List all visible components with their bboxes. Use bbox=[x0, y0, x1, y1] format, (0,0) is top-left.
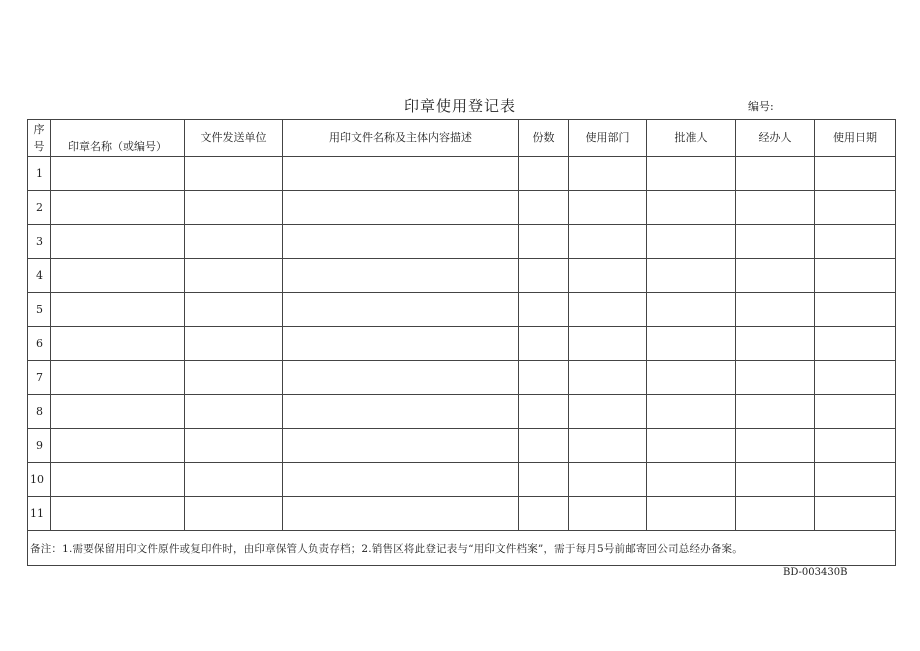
table-row bbox=[28, 463, 896, 497]
seal-name-cell[interactable] bbox=[51, 463, 185, 497]
date-cell[interactable] bbox=[815, 225, 896, 259]
issuing-unit-cell[interactable] bbox=[185, 225, 283, 259]
seal-name-cell[interactable] bbox=[51, 327, 185, 361]
seal-name-cell[interactable] bbox=[51, 361, 185, 395]
document-code: BD-003430B bbox=[783, 567, 848, 578]
department-cell[interactable] bbox=[569, 191, 647, 225]
copies-cell[interactable] bbox=[519, 429, 569, 463]
department-cell[interactable] bbox=[569, 361, 647, 395]
date-cell[interactable] bbox=[815, 327, 896, 361]
row-number: 8 bbox=[28, 395, 51, 429]
department-cell[interactable] bbox=[569, 429, 647, 463]
copies-cell[interactable] bbox=[519, 225, 569, 259]
approver-cell[interactable] bbox=[647, 327, 736, 361]
seal-name-cell[interactable] bbox=[51, 225, 185, 259]
seal-name-cell[interactable] bbox=[51, 191, 185, 225]
copies-cell[interactable] bbox=[519, 327, 569, 361]
doc-description-cell[interactable] bbox=[283, 157, 519, 191]
department-cell[interactable] bbox=[569, 259, 647, 293]
handler-cell[interactable] bbox=[736, 157, 815, 191]
seal-name-cell[interactable] bbox=[51, 429, 185, 463]
issuing-unit-cell[interactable] bbox=[185, 463, 283, 497]
department-cell[interactable] bbox=[569, 327, 647, 361]
doc-description-cell[interactable] bbox=[283, 259, 519, 293]
seal-name-cell[interactable] bbox=[51, 157, 185, 191]
header-doc-description: 用印文件名称及主体内容描述 bbox=[283, 120, 519, 157]
form-number-label: 编号: bbox=[748, 100, 774, 113]
row-number: 1 bbox=[28, 157, 51, 191]
header-copies: 份数 bbox=[519, 120, 569, 157]
handler-cell[interactable] bbox=[736, 497, 815, 531]
approver-cell[interactable] bbox=[647, 395, 736, 429]
row-number: 4 bbox=[28, 259, 51, 293]
seal-name-cell[interactable] bbox=[51, 395, 185, 429]
doc-description-cell[interactable] bbox=[283, 225, 519, 259]
date-cell[interactable] bbox=[815, 497, 896, 531]
seal-usage-table bbox=[27, 119, 896, 566]
issuing-unit-cell[interactable] bbox=[185, 497, 283, 531]
table-row bbox=[28, 259, 896, 293]
seal-name-cell[interactable] bbox=[51, 293, 185, 327]
date-cell[interactable] bbox=[815, 259, 896, 293]
doc-description-cell[interactable] bbox=[283, 191, 519, 225]
header-date: 使用日期 bbox=[815, 120, 896, 157]
issuing-unit-cell[interactable] bbox=[185, 361, 283, 395]
handler-cell[interactable] bbox=[736, 191, 815, 225]
approver-cell[interactable] bbox=[647, 463, 736, 497]
approver-cell[interactable] bbox=[647, 259, 736, 293]
table-row bbox=[28, 157, 896, 191]
doc-description-cell[interactable] bbox=[283, 327, 519, 361]
approver-cell[interactable] bbox=[647, 157, 736, 191]
issuing-unit-cell[interactable] bbox=[185, 327, 283, 361]
department-cell[interactable] bbox=[569, 395, 647, 429]
issuing-unit-cell[interactable] bbox=[185, 157, 283, 191]
handler-cell[interactable] bbox=[736, 395, 815, 429]
table-row bbox=[28, 395, 896, 429]
note-text: 备注：1.需要保留用印文件原件或复印件时，由印章保管人负责存档；2.销售区将此登记表与“用印文件档案”，需于每月5号前邮寄回公司总经办备案。 bbox=[28, 531, 896, 566]
doc-description-cell[interactable] bbox=[283, 463, 519, 497]
table-row bbox=[28, 497, 896, 531]
issuing-unit-cell[interactable] bbox=[185, 429, 283, 463]
row-number: 3 bbox=[28, 225, 51, 259]
approver-cell[interactable] bbox=[647, 293, 736, 327]
copies-cell[interactable] bbox=[519, 463, 569, 497]
copies-cell[interactable] bbox=[519, 497, 569, 531]
table-row bbox=[28, 327, 896, 361]
copies-cell[interactable] bbox=[519, 191, 569, 225]
row-number: 9 bbox=[28, 429, 51, 463]
header-seal-name: 印章名称（或编号） bbox=[51, 120, 185, 157]
doc-description-cell[interactable] bbox=[283, 361, 519, 395]
department-cell[interactable] bbox=[569, 463, 647, 497]
department-cell[interactable] bbox=[569, 225, 647, 259]
table-header-row bbox=[28, 120, 896, 157]
header-seq bbox=[28, 120, 51, 157]
approver-cell[interactable] bbox=[647, 191, 736, 225]
department-cell[interactable] bbox=[569, 497, 647, 531]
handler-cell[interactable] bbox=[736, 259, 815, 293]
doc-description-cell[interactable] bbox=[283, 395, 519, 429]
header-handler: 经办人 bbox=[736, 120, 815, 157]
copies-cell[interactable] bbox=[519, 157, 569, 191]
header-approver: 批准人 bbox=[647, 120, 736, 157]
date-cell[interactable] bbox=[815, 429, 896, 463]
copies-cell[interactable] bbox=[519, 293, 569, 327]
table-row bbox=[28, 429, 896, 463]
handler-cell[interactable] bbox=[736, 429, 815, 463]
date-cell[interactable] bbox=[815, 463, 896, 497]
row-number: 10 bbox=[28, 463, 51, 497]
issuing-unit-cell[interactable] bbox=[185, 293, 283, 327]
row-number: 2 bbox=[28, 191, 51, 225]
date-cell[interactable] bbox=[815, 157, 896, 191]
handler-cell[interactable] bbox=[736, 293, 815, 327]
department-cell[interactable] bbox=[569, 157, 647, 191]
copies-cell[interactable] bbox=[519, 259, 569, 293]
row-number: 6 bbox=[28, 327, 51, 361]
doc-description-cell[interactable] bbox=[283, 497, 519, 531]
date-cell[interactable] bbox=[815, 191, 896, 225]
copies-cell[interactable] bbox=[519, 361, 569, 395]
row-number: 7 bbox=[28, 361, 51, 395]
department-cell[interactable] bbox=[569, 293, 647, 327]
row-number: 11 bbox=[28, 497, 51, 531]
header-seq-line2: 号 bbox=[33, 140, 45, 153]
header-seq-line1: 序 bbox=[33, 123, 45, 136]
table-row bbox=[28, 293, 896, 327]
date-cell[interactable] bbox=[815, 395, 896, 429]
table-row bbox=[28, 225, 896, 259]
table-row bbox=[28, 191, 896, 225]
seal-name-cell[interactable] bbox=[51, 259, 185, 293]
approver-cell[interactable] bbox=[647, 497, 736, 531]
header-issuing-unit: 文件发送单位 bbox=[185, 120, 283, 157]
table-row bbox=[28, 361, 896, 395]
note-row bbox=[28, 531, 896, 566]
handler-cell[interactable] bbox=[736, 361, 815, 395]
handler-cell[interactable] bbox=[736, 327, 815, 361]
date-cell[interactable] bbox=[815, 361, 896, 395]
doc-description-cell[interactable] bbox=[283, 293, 519, 327]
issuing-unit-cell[interactable] bbox=[185, 259, 283, 293]
form-title: 印章使用登记表 bbox=[403, 97, 516, 115]
approver-cell[interactable] bbox=[647, 429, 736, 463]
row-number: 5 bbox=[28, 293, 51, 327]
approver-cell[interactable] bbox=[647, 361, 736, 395]
approver-cell[interactable] bbox=[647, 225, 736, 259]
header-department: 使用部门 bbox=[569, 120, 647, 157]
copies-cell[interactable] bbox=[519, 395, 569, 429]
issuing-unit-cell[interactable] bbox=[185, 395, 283, 429]
seal-name-cell[interactable] bbox=[51, 497, 185, 531]
doc-description-cell[interactable] bbox=[283, 429, 519, 463]
handler-cell[interactable] bbox=[736, 225, 815, 259]
date-cell[interactable] bbox=[815, 293, 896, 327]
handler-cell[interactable] bbox=[736, 463, 815, 497]
issuing-unit-cell[interactable] bbox=[185, 191, 283, 225]
